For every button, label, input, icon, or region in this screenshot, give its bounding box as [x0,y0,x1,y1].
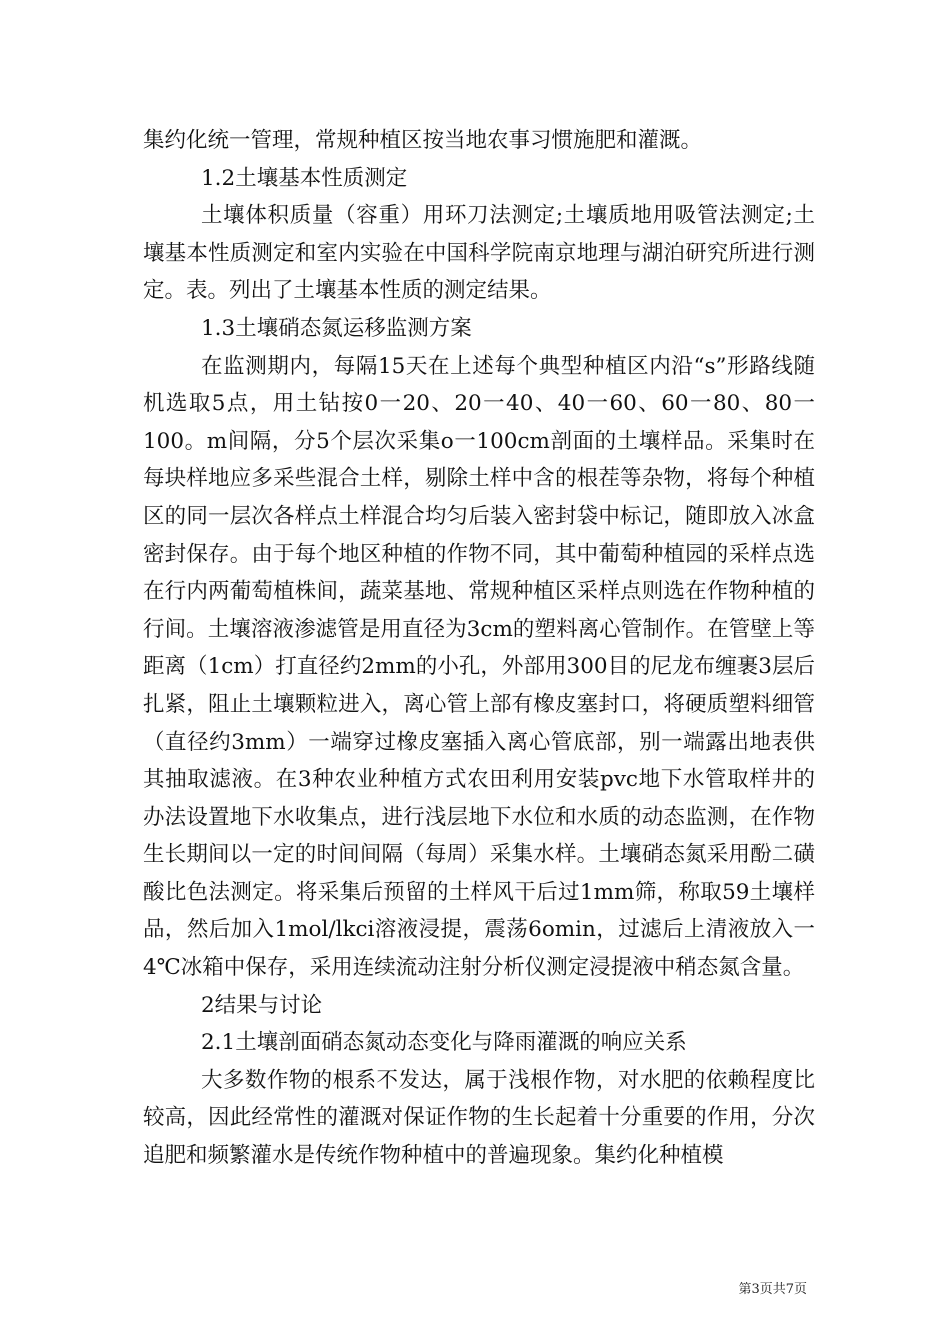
paragraph-results: 大多数作物的根系不发达，属于浅根作物，对水肥的依赖程度比较高，因此经常性的灌溉对保证作物的生长起着十分重要的作用，分次追肥和频繁灌水是传统作物种植中的普遍现象。集约化种植模 [143,1067,815,1169]
section-heading-1-3: 1.3土壤硝态氮运移监测方案 [201,315,472,341]
section-heading-2: 2结果与讨论 [201,992,323,1018]
paragraph-continuation: 集约化统一管理，常规种植区按当地农事习惯施肥和灌溉。 [143,128,703,153]
document-body [143,122,815,1175]
page-number-footer: 第3页共7页 [738,1282,807,1297]
section-heading-1-2: 1.2土壤基本性质测定 [201,165,408,191]
section-heading-2-1: 2.1土壤剖面硝态氮动态变化与降雨灌溉的响应关系 [201,1030,687,1056]
paragraph-monitoring-scheme: 在监测期内，每隔15天在上述每个典型种植区内沿“s”形路线随机选取5点，用土钻按0一20、20一40、40一60、60一80、80一100。m间隔，分5个层次采集o一100cm剖面的土壤样品。采集时在每块样地应多采些混合土样，剔除土样中含的根茬等杂物，将每个种植区的同一层次各样点土样混合均匀后装入密封袋中标记，随即放入冰盒密封保存。由于每个地区种植的作物不同，其中葡萄种植园的采样点选在行内两葡萄植株间，蔬菜基地、常规种植区采样点则选在作物种植的行间。土壤溶液渗滤管是用直径为3cm的塑料离心管制作。在管壁上等距离（1cm）打直径约2mm的小孔，外部用300目的尼龙布缠裹3层后扎紧，阻止土壤颗粒进入，离心管上部有橡皮塞封口，将硬质塑料细管（直径约3mm）一端穿过橡皮塞插入离心管底部，别一端露出地表供其抽取滤液。在3种农业种植方式农田利用安装pvc地下水管取样井的办法设置地下水收集点，进行浅层地下水位和水质的动态监测，在作物生长期间以一定的时间间隔（每周）采集水样。土壤硝态氮采用酚二磺酸比色法测定。将采集后预留的土样风干后过1mm筛，称取59土壤样品，然后加入1mol/lkci溶液浸提，震荡6omin，过滤后上清液放入一4℃冰箱中保存，采用连续流动注射分析仪测定浸提液中稍态氮含量。 [143,353,815,981]
paragraph-soil-properties: 土壤体积质量（容重）用环刀法测定;土壤质地用吸管法测定;土壤基本性质测定和室内实验在中国科学院南京地理与湖泊研究所进行测定。表。列出了土壤基本性质的测定结果。 [143,203,815,304]
